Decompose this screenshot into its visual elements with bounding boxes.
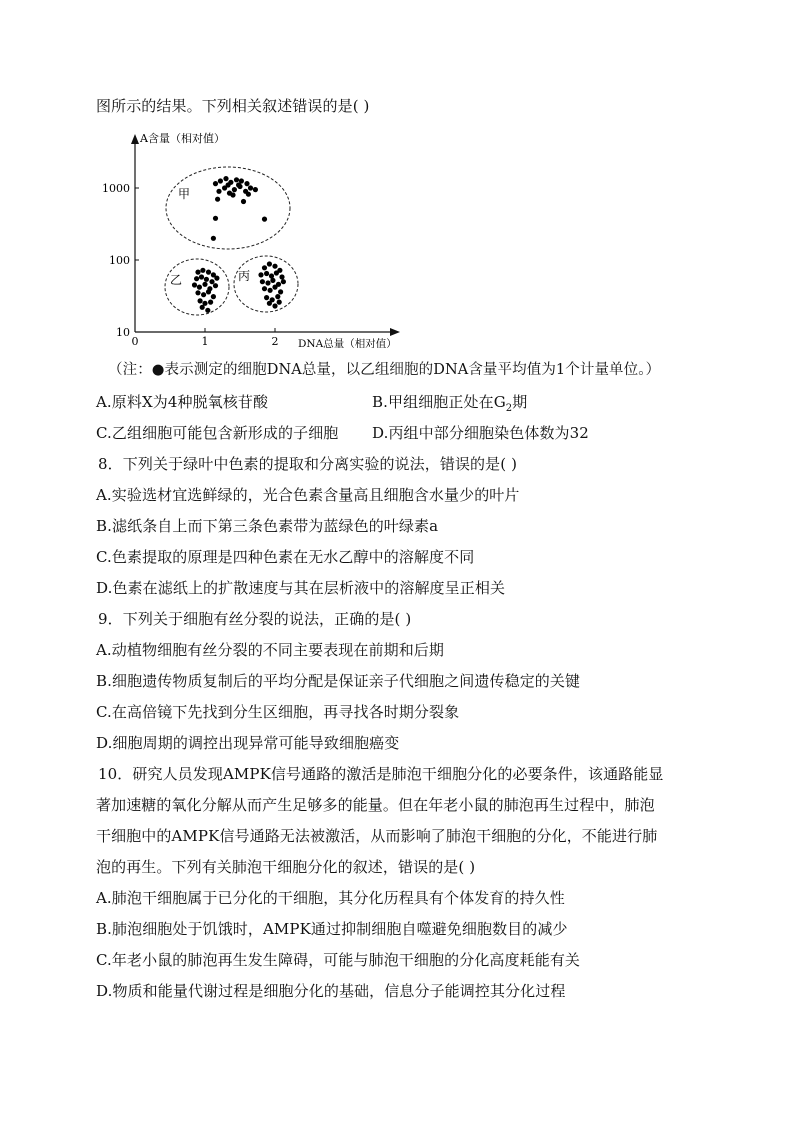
y-tick-label-100: 100 <box>109 254 130 267</box>
data-point-丙-2 <box>272 264 277 269</box>
q7-figure-note: （注：●表示测定的细胞DNA总量，以乙组细胞的DNA含量平均值为1个计量单位。） <box>108 362 661 378</box>
q7-option-a: A.原料X为4种脱氧核苷酸 <box>96 393 269 411</box>
x-tick-label-2: 2 <box>271 335 279 348</box>
data-point-丙-4 <box>258 272 263 277</box>
data-point-丙-9 <box>260 279 265 284</box>
data-point-甲-19 <box>262 217 267 222</box>
data-point-丙-18 <box>264 295 269 300</box>
data-point-乙-0 <box>195 270 200 275</box>
data-point-乙-18 <box>198 298 203 303</box>
data-point-甲-13 <box>248 185 253 190</box>
y-axis-label: A含量（相对值） <box>140 132 225 145</box>
y-tick-label-10: 10 <box>116 326 130 339</box>
data-point-乙-13 <box>213 283 218 288</box>
data-point-乙-8 <box>214 276 219 281</box>
q7-option-b-suffix: 期 <box>512 393 528 411</box>
data-point-丙-8 <box>279 274 284 279</box>
data-point-乙-10 <box>197 285 202 290</box>
q8-option-d: D.色素在滤纸上的扩散速度与其在层析液中的溶解度呈正相关 <box>96 579 506 597</box>
data-point-丙-10 <box>265 280 270 285</box>
q8-option-c: C.色素提取的原理是四种色素在无水乙醇中的溶解度不同 <box>96 548 475 566</box>
q8-option-a: A.实验选材宜选鲜绿的，光合色素含量高且细胞含水量少的叶片 <box>96 486 520 504</box>
data-point-甲-20 <box>211 236 216 241</box>
q10-option-c: C.年老小鼠的肺泡再生发生障碍，可能与肺泡干细胞的分化高度耗能有关 <box>96 951 581 969</box>
data-points <box>192 176 286 313</box>
data-point-乙-14 <box>195 290 200 295</box>
data-point-丙-16 <box>272 285 277 290</box>
group-label-丙: 丙 <box>238 269 251 283</box>
data-point-丙-14 <box>262 286 267 291</box>
data-point-丙-15 <box>268 288 273 293</box>
data-point-丙-17 <box>278 289 283 294</box>
data-point-甲-4 <box>234 177 239 182</box>
data-point-甲-6 <box>244 181 249 186</box>
q10-stem-line3: 干细胞中的AMPK信号通路无法被激活，从而影响了肺泡干细胞的分化，不能进行肺 <box>96 827 658 845</box>
q7-option-d: D.丙组中部分细胞染色体数为32 <box>372 424 589 442</box>
data-point-甲-15 <box>215 197 220 202</box>
data-point-甲-1 <box>218 178 223 183</box>
data-point-丙-11 <box>270 278 275 283</box>
data-point-甲-23 <box>246 192 251 197</box>
x-tick-label-1: 1 <box>201 335 209 348</box>
data-point-乙-20 <box>208 300 213 305</box>
y-axis-arrow <box>131 134 139 144</box>
data-point-乙-16 <box>206 289 211 294</box>
data-point-甲-14 <box>253 187 258 192</box>
q7-stem-tail: 图所示的结果。下列相关叙述错误的是( ) <box>96 97 370 115</box>
y-tick-label-1000: 1000 <box>102 182 130 195</box>
q7-option-b-prefix: B.甲组细胞正处在G <box>372 393 506 411</box>
data-point-丙-1 <box>267 261 272 266</box>
data-point-丙-7 <box>274 270 279 275</box>
q10-option-a: A.肺泡干细胞属于已分化的干细胞，其分化历程具有个体发育的持久性 <box>96 889 565 907</box>
data-point-乙-2 <box>206 270 211 275</box>
data-point-甲-0 <box>213 181 218 186</box>
group-ellipses <box>165 167 298 315</box>
data-point-乙-1 <box>200 268 205 273</box>
q8-stem: 8．下列关于绿叶中色素的提取和分离实验的说法，错误的是( ) <box>98 455 518 473</box>
data-point-甲-21 <box>236 182 241 187</box>
data-point-丙-21 <box>267 301 272 306</box>
data-point-乙-21 <box>200 305 205 310</box>
data-point-甲-2 <box>223 176 228 181</box>
data-point-乙-5 <box>199 274 204 279</box>
q10-stem-line4: 泡的再生。下列有关肺泡干细胞分化的叙述，错误的是( ) <box>96 858 476 876</box>
data-point-丙-5 <box>264 271 269 276</box>
data-point-丙-22 <box>272 303 277 308</box>
data-point-乙-7 <box>209 279 214 284</box>
axis-ticks <box>102 182 279 348</box>
data-point-乙-9 <box>192 282 197 287</box>
q10-option-b: B.肺泡细胞处于饥饿时，AMPK通过抑制细胞自噬避免细胞数目的减少 <box>96 920 568 938</box>
data-point-丙-13 <box>281 279 286 284</box>
data-point-丙-6 <box>269 273 274 278</box>
data-point-甲-22 <box>226 182 231 187</box>
data-point-乙-22 <box>205 308 210 313</box>
q10-stem-line1: 10．研究人员发现AMPK信号通路的激活是肺泡干细胞分化的必要条件，该通路能显 <box>98 765 664 783</box>
data-point-乙-6 <box>204 277 209 282</box>
data-point-甲-10 <box>232 187 237 192</box>
q9-stem: 9．下列关于细胞有丝分裂的说法，正确的是( ) <box>98 610 412 628</box>
q9-option-d: D.细胞周期的调控出现异常可能导致细胞癌变 <box>96 734 400 752</box>
q9-option-b: B.细胞遗传物质复制后的平均分配是保证亲子代细胞之间遗传稳定的关键 <box>96 672 581 690</box>
x-tick-label-0: 0 <box>131 335 139 348</box>
x-axis-arrow <box>390 328 400 336</box>
data-point-乙-4 <box>194 276 199 281</box>
data-point-丙-23 <box>277 300 282 305</box>
data-point-甲-7 <box>216 189 221 194</box>
q7-option-b <box>372 392 527 419</box>
data-point-甲-18 <box>213 216 218 221</box>
data-point-乙-15 <box>201 292 206 297</box>
data-point-乙-17 <box>211 294 216 299</box>
q7-option-c: C.乙组细胞可能包含新形成的子细胞 <box>96 424 339 442</box>
x-axis-label: DNA总量（相对值） <box>298 338 397 348</box>
q9-option-c: C.在高倍镜下先找到分生区细胞，再寻找各时期分裂象 <box>96 703 460 721</box>
q7-option-b-sub: 2 <box>505 403 513 414</box>
data-point-丙-0 <box>262 265 267 270</box>
dna-scatter-chart <box>100 126 410 348</box>
chart-axes <box>131 134 400 336</box>
q10-option-d: D.物质和能量代谢过程是细胞分化的基础，信息分子能调控其分化过程 <box>96 982 566 1000</box>
group-label-甲: 甲 <box>178 187 191 201</box>
q9-option-a: A.动植物细胞有丝分裂的不同主要表现在前期和后期 <box>96 641 445 659</box>
data-point-甲-17 <box>241 199 246 204</box>
group-label-乙: 乙 <box>170 273 183 287</box>
q8-option-b: B.滤纸条自上而下第三条色素带为蓝绿色的叶绿素a <box>96 517 439 535</box>
data-point-甲-16 <box>230 192 235 197</box>
data-point-丙-20 <box>275 294 280 299</box>
data-point-乙-11 <box>202 282 207 287</box>
q10-stem-line2: 著加速糖的氧化分解从而产生足够多的能量。但在年老小鼠的肺泡再生过程中，肺泡 <box>96 796 655 814</box>
